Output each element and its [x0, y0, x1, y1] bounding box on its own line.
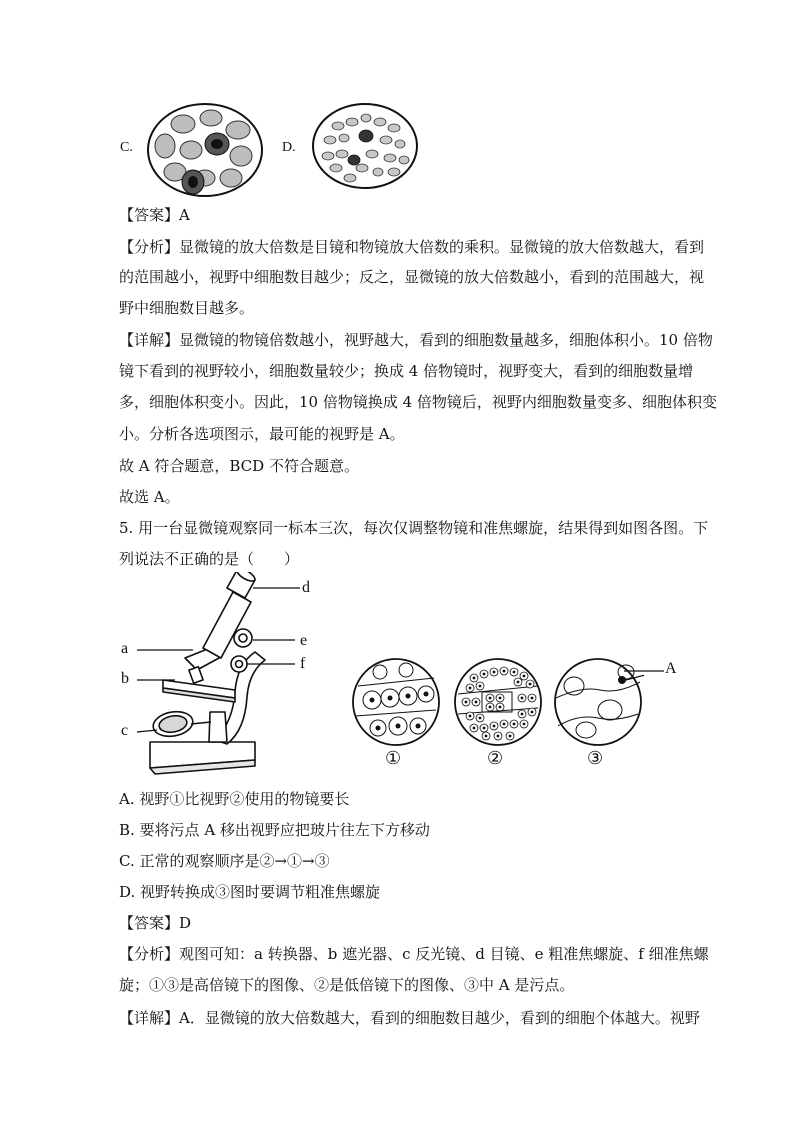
q5-analysis-line-2: 旋；①③是高倍镜下的图像、②是低倍镜下的图像、③中 A 是污点。 [119, 976, 575, 994]
q4-detail-line-2: 镜下看到的视野较小，细胞数量较少；换成 4 倍物镜时，视野变大，看到的细胞数量增 [119, 362, 694, 380]
spot-label-a: A [665, 660, 677, 677]
option-c-figure [145, 100, 265, 200]
option-d-label: D. [282, 140, 296, 155]
q5-answer: 【答案】D [119, 914, 192, 932]
q4-final: 故选 A。 [119, 488, 180, 506]
q4-answer: 【答案】A [119, 206, 190, 224]
field-label-3: ③ [587, 748, 604, 768]
q5-option-b: B. 要将污点 A 移出视野应把玻片往左下方移动 [119, 821, 430, 839]
q4-detail-line-3: 多，细胞体积变小。因此，10 倍物镜换成 4 倍物镜后，视野内细胞数量变多、细胞体积变 [119, 393, 717, 411]
q5-option-c: C. 正常的观察顺序是②→①→③ [119, 852, 330, 870]
q4-analysis-line-2: 的范围越小，视野中细胞数目越少；反之，显微镜的放大倍数越小，看到的范围越大，视 [119, 268, 705, 286]
q4-analysis-line-3: 野中细胞数目越多。 [119, 299, 255, 317]
label-f: f [300, 655, 306, 672]
q5-stem-line-1: 5. 用一台显微镜观察同一标本三次，每次仅调整物镜和准焦螺旋，结果得到如图各图。下 [119, 519, 709, 537]
q4-detail-line-1: 【详解】显微镜的物镜倍数越小，视野越大，看到的细胞数量越多，细胞体积小。10 倍物 [119, 331, 713, 349]
field-view-1 [350, 656, 442, 748]
q4-detail-line-4: 小。分析各选项图示，最可能的视野是 A。 [119, 425, 405, 443]
q4-conclusion: 故 A 符合题意，BCD 不符合题意。 [119, 457, 359, 475]
option-d-figure [310, 100, 420, 192]
q4-analysis-line-1: 【分析】显微镜的放大倍数是目镜和物镜放大倍数的乘积。显微镜的放大倍数越大，看到 [119, 238, 705, 256]
q5-stem-line-2: 列说法不正确的是（ ） [119, 550, 300, 568]
q5-option-d: D. 视野转换成③图时要调节粗准焦螺旋 [119, 883, 381, 901]
field-label-2: ② [487, 748, 504, 768]
label-a: a [121, 640, 129, 657]
label-c: c [121, 722, 129, 739]
label-d: d [302, 579, 310, 596]
label-e: e [300, 632, 308, 649]
q5-detail-line: 【详解】A．显微镜的放大倍数越大，看到的细胞数目越少，看到的细胞个体越大。视野 [119, 1009, 700, 1027]
option-c-label: C. [120, 140, 133, 155]
spot-leader-line [624, 666, 668, 676]
label-b: b [121, 670, 129, 687]
q5-analysis-line-1: 【分析】观图可知：a 转换器、b 遮光器、c 反光镜、d 目镜、e 粗准焦螺旋、f 细准焦螺 [119, 945, 709, 963]
microscope-diagram [115, 572, 325, 777]
q5-option-a: A. 视野①比视野②使用的物镜要长 [119, 790, 350, 808]
field-label-1: ① [385, 748, 402, 768]
field-view-2 [452, 656, 544, 748]
